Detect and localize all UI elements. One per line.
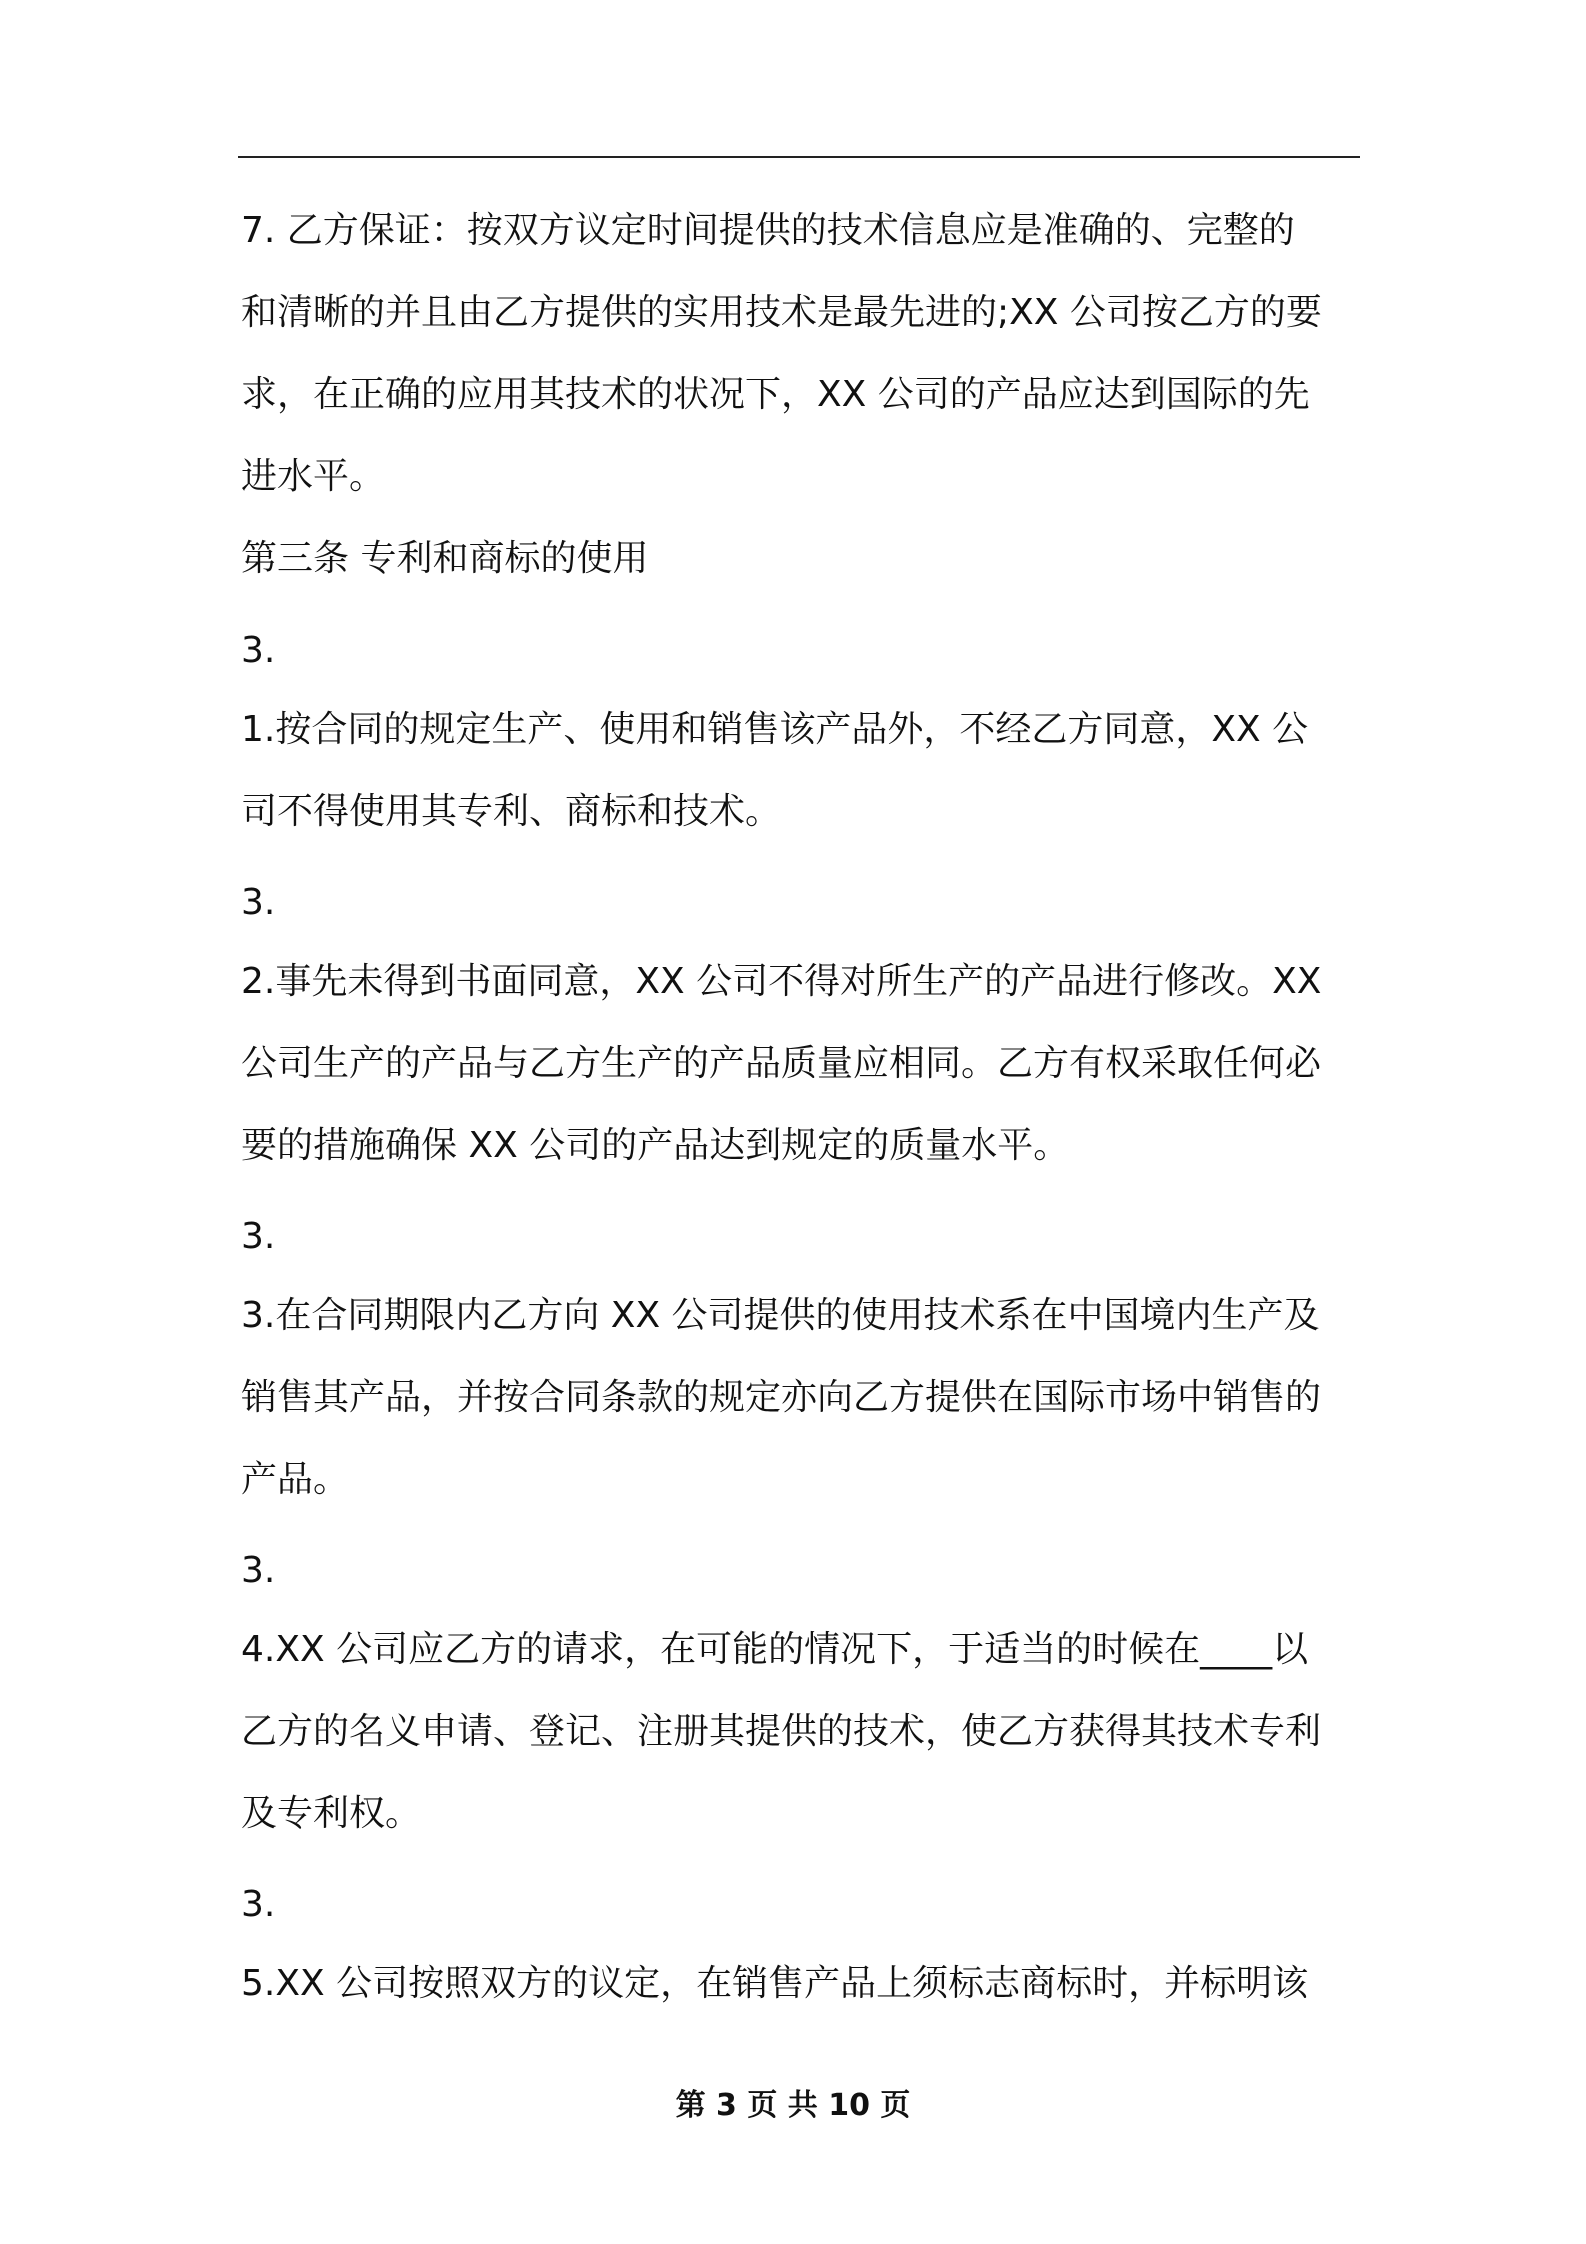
clause-3-2-line-1: 2.事先未得到书面同意，XX 公司不得对所生产的产品进行修改。XX bbox=[241, 961, 1322, 1002]
section-number: 3. bbox=[241, 1216, 276, 1257]
clause-7-line-1: 7. 乙方保证：按双方议定时间提供的技术信息应是准确的、完整的 bbox=[241, 210, 1295, 251]
article-3-heading: 第三条 专利和商标的使用 bbox=[241, 538, 649, 579]
clause-3-1-line-2: 司不得使用其专利、商标和技术。 bbox=[241, 791, 782, 832]
clause-7-line-3: 求，在正确的应用其技术的状况下，XX 公司的产品应达到国际的先 bbox=[241, 374, 1310, 415]
clause-3-5-line-1: 5.XX 公司按照双方的议定，在销售产品上须标志商标时，并标明该 bbox=[241, 1963, 1309, 2004]
clause-3-4-line-3: 及专利权。 bbox=[241, 1793, 422, 1834]
clause-3-2-line-2: 公司生产的产品与乙方生产的产品质量应相同。乙方有权采取任何必 bbox=[241, 1043, 1322, 1084]
clause-3-4-line-2: 乙方的名义申请、登记、注册其提供的技术，使乙方获得其技术专利 bbox=[241, 1711, 1322, 1752]
section-number: 3. bbox=[241, 1550, 276, 1591]
clause-3-4-line-1: 4.XX 公司应乙方的请求，在可能的情况下，于适当的时候在____以 bbox=[241, 1629, 1309, 1670]
clause-3-1-line-1: 1.按合同的规定生产、使用和销售该产品外，不经乙方同意，XX 公 bbox=[241, 709, 1309, 750]
clause-3-3-line-1: 3.在合同期限内乙方向 XX 公司提供的使用技术系在中国境内生产及 bbox=[241, 1295, 1320, 1336]
section-number: 3. bbox=[241, 630, 276, 671]
clause-3-3-line-2: 销售其产品，并按合同条款的规定亦向乙方提供在国际市场中销售的 bbox=[241, 1377, 1322, 1418]
clause-7-line-2: 和清晰的并且由乙方提供的实用技术是最先进的;XX 公司按乙方的要 bbox=[241, 292, 1322, 333]
header-rule bbox=[238, 156, 1360, 158]
clause-3-3-line-3: 产品。 bbox=[241, 1459, 350, 1500]
page-number-footer: 第 3 页 共 10 页 bbox=[675, 2088, 911, 2123]
clause-3-2-line-3: 要的措施确保 XX 公司的产品达到规定的质量水平。 bbox=[241, 1125, 1070, 1166]
section-number: 3. bbox=[241, 1884, 276, 1925]
clause-7-line-4: 进水平。 bbox=[241, 456, 386, 497]
section-number: 3. bbox=[241, 882, 276, 923]
